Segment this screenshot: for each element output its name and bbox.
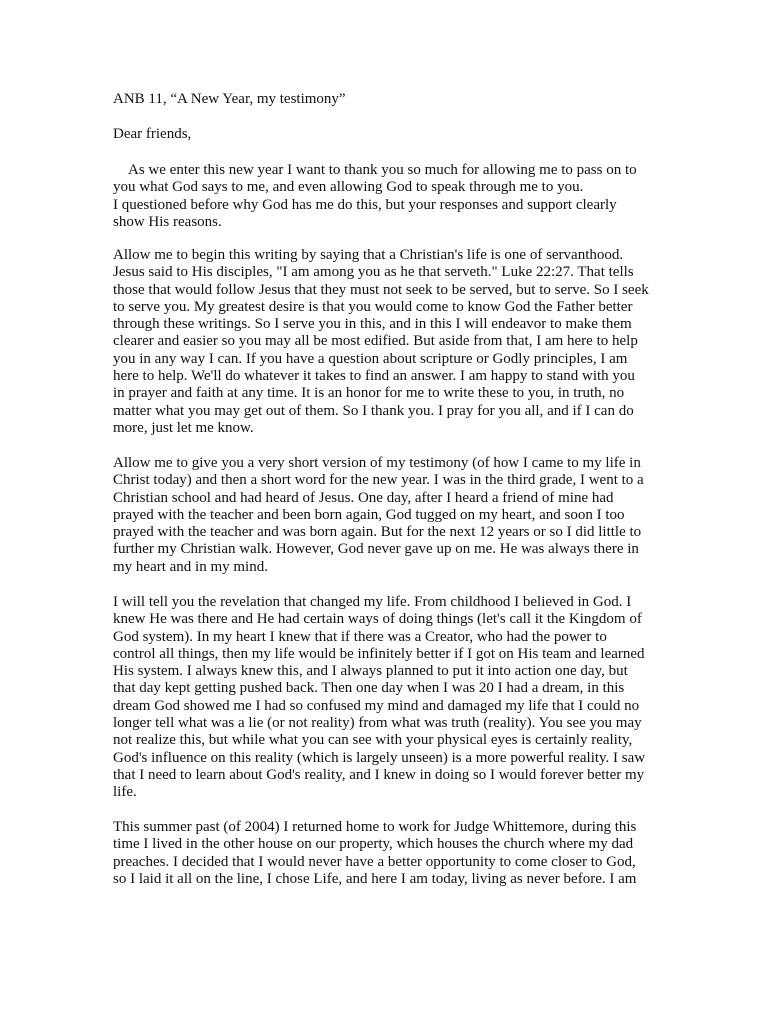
- text-line: so I laid it all on the line, I chose Life, and here I am today, living as never before. I am: [113, 870, 637, 887]
- text-line: in prayer and faith at any time. It is an honor for me to write these to you, in truth, no: [113, 385, 625, 402]
- text-line: God's influence on this reality (which is largely unseen) is a more powerful reality. I saw: [113, 749, 646, 766]
- text-line: my heart and in my mind.: [113, 558, 268, 575]
- text-line: His system. I always knew this, and I always planned to put it into action one day, but: [113, 663, 628, 680]
- text-line: clearer and easier so you may all be most edified. But aside from that, I am here to help: [113, 333, 638, 350]
- text-line: you in any way I can. If you have a question about scripture or Godly principles, I am: [113, 350, 628, 367]
- text-line: Allow me to begin this writing by saying that a Christian's life is one of servanthood.: [113, 247, 624, 263]
- paragraph-5: [113, 819, 636, 888]
- text-line: prayed with the teacher and been born again, God tugged on my heart, and soon I too: [113, 506, 625, 523]
- text-line: God system). In my heart I knew that if there was a Creator, who had the power to: [113, 628, 607, 645]
- text-line: time I lived in the other house on our property, which houses the church where my dad: [113, 836, 634, 853]
- text-line: prayed with the teacher and was born again. But for the next 12 years or so I did little to: [113, 524, 642, 541]
- paragraph-1: [113, 162, 637, 231]
- paragraph-4: [113, 594, 645, 802]
- salutation: Dear friends,: [113, 126, 192, 142]
- text-line: to serve you. My greatest desire is that you would come to know God the Father better: [113, 298, 633, 315]
- text-line: Allow me to give you a very short version of my testimony (of how I came to my life in: [113, 455, 641, 471]
- text-line: here to help. We'll do whatever it takes to find an answer. I am happy to stand with you: [113, 368, 635, 385]
- text-line: through these writings. So I serve you in this, and in this I will endeavor to make them: [113, 316, 632, 333]
- text-line: longer tell what was a lie (or not reality) from what was truth (reality). You see you may: [113, 715, 642, 732]
- text-line: control all things, then my life would be infinitely better if I got on His team and learned: [113, 645, 645, 662]
- text-line: those that would follow Jesus that they must not seek to be served, but to serve. So I seek: [113, 281, 649, 298]
- text-line: that I need to learn about God's reality, and I knew in doing so I would forever better my: [113, 766, 645, 783]
- text-line: I questioned before why God has me do this, but your responses and support clearly: [113, 196, 617, 213]
- text-line: show His reasons.: [113, 213, 222, 230]
- text-line: Jesus said to His disciples, "I am among you as he that serveth." Luke 22:27. That tells: [113, 264, 634, 281]
- text-line: preaches. I decided that I would never have a better opportunity to come closer to God,: [113, 853, 636, 870]
- text-line: This summer past (of 2004) I returned home to work for Judge Whittemore, during this: [113, 819, 637, 835]
- text-line: not realize this, but while what you can see with your physical eyes is certainly reality,: [113, 732, 633, 749]
- text-line: I will tell you the revelation that changed my life. From childhood I believed in God. I: [113, 594, 632, 610]
- text-line: you what God says to me, and even allowing God to speak through me to you.: [113, 179, 584, 196]
- text-line: matter what you may get out of them. So I thank you. I pray for you all, and if I can do: [113, 402, 634, 419]
- document-title: ANB 11, “A New Year, my testimony”: [113, 91, 346, 107]
- text-line: knew He was there and He had certain ways of doing things (let's call it the Kingdom of: [113, 611, 642, 628]
- paragraph-2: [113, 247, 649, 437]
- paragraph-3: [113, 455, 644, 576]
- text-line: life.: [113, 784, 137, 801]
- text-line: Christian school and had heard of Jesus. One day, after I heard a friend of mine had: [113, 489, 614, 506]
- text-line: Christ today) and then a short word for the new year. I was in the third grade, I went to a: [113, 472, 644, 489]
- text-line: As we enter this new year I want to thank you so much for allowing me to pass on to: [113, 162, 637, 178]
- text-line: that day kept getting pushed back. Then one day when I was 20 I had a dream, in this: [113, 680, 625, 697]
- text-line: more, just let me know.: [113, 419, 254, 436]
- text-line: dream God showed me I had so confused my mind and damaged my life that I could no: [113, 697, 640, 714]
- text-line: further my Christian walk. However, God never gave up on me. He was always there in: [113, 541, 639, 558]
